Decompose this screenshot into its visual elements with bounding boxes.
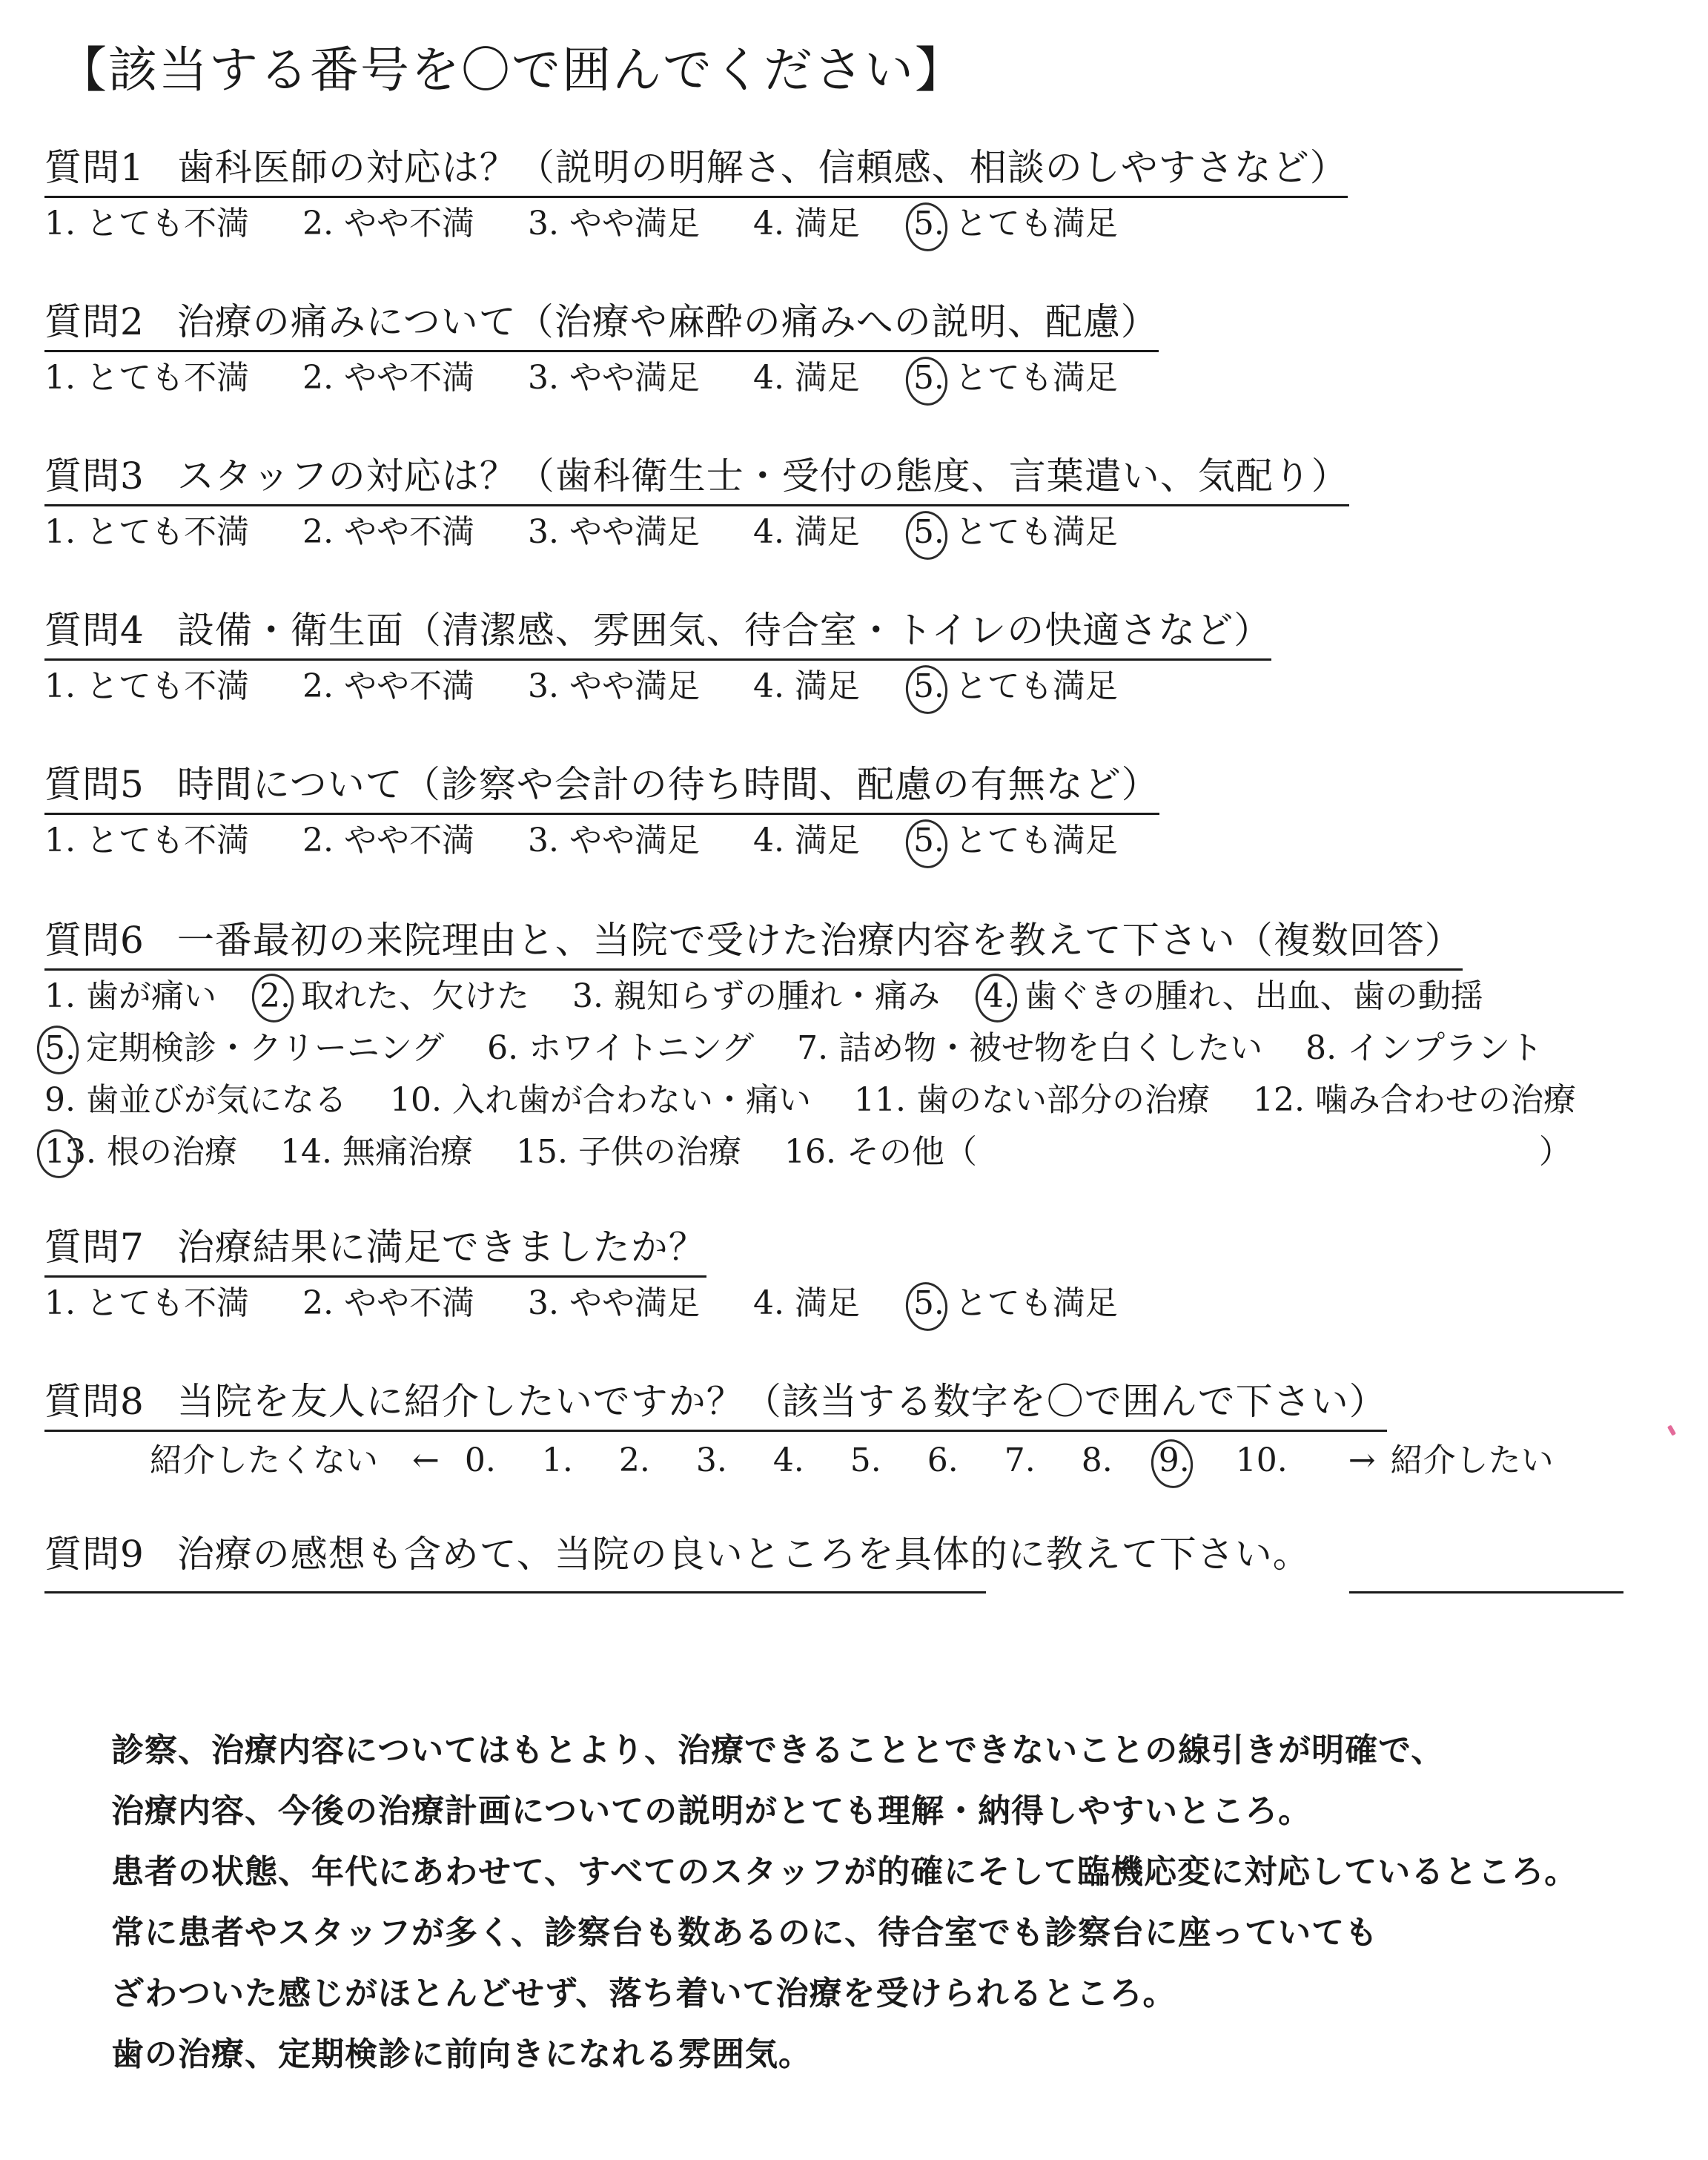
question-2-title	[44, 295, 1162, 352]
q6-option-2[interactable]: 2. 取れた、欠けた	[259, 971, 529, 1023]
q6-option-4[interactable]: 4. 歯ぐきの腫れ、出血、歯の動揺	[983, 971, 1483, 1023]
question-5-title	[44, 758, 1162, 815]
q8-left-label: 紹介したくない	[150, 1441, 378, 1479]
question-5-options	[44, 816, 1661, 865]
question-1-number: 質問1	[44, 146, 145, 189]
question-3-number: 質問3	[44, 455, 145, 498]
question-7-options	[44, 1279, 1661, 1328]
q8-value-5[interactable]: 5.	[850, 1441, 881, 1479]
question-3-options	[44, 508, 1661, 557]
answer-line: ざわついた感じがほとんどせず、落ち着いて治療を受けられるところ。	[111, 1975, 1176, 2012]
question-9-text: 治療の感想も含めて、当院の良いところを具体的に教えて下さい。	[176, 1533, 1311, 1576]
question-7-number: 質問7	[44, 1226, 145, 1269]
q6-option-12[interactable]: 12. 噛み合わせの治療	[1252, 1081, 1576, 1119]
q3-option-4[interactable]: 4. 満足	[752, 513, 860, 551]
q8-value-4[interactable]: 4.	[772, 1441, 804, 1479]
question-5	[44, 758, 1661, 865]
question-7-underline	[44, 1275, 706, 1278]
question-1-title	[44, 141, 1351, 198]
q6-option-11[interactable]: 11. 歯のない部分の治療	[853, 1081, 1210, 1119]
question-6-number: 質問6	[44, 919, 145, 962]
question-8-number: 質問8	[44, 1380, 145, 1423]
question-7	[44, 1221, 1661, 1328]
q6-option-14[interactable]: 14. 無痛治療	[279, 1133, 473, 1171]
q1-option-3[interactable]: 3. やや満足	[527, 205, 700, 242]
question-6-text: 一番最初の来院理由と、当院で受けた治療内容を教えて下さい（複数回答）	[176, 919, 1463, 962]
question-3-title	[44, 449, 1352, 506]
q3-option-3[interactable]: 3. やや満足	[527, 513, 700, 551]
q8-right-label: 紹介したい	[1390, 1441, 1554, 1479]
q6-row-2	[44, 1023, 1661, 1074]
question-4-text: 設備・衛生面（清潔感、雰囲気、待合室・トイレの快適さなど）	[176, 609, 1272, 652]
q1-option-2[interactable]: 2. やや不満	[302, 205, 474, 242]
question-1-options	[44, 199, 1661, 248]
question-8-underline	[44, 1430, 1387, 1432]
q8-value-7[interactable]: 7.	[1004, 1441, 1036, 1479]
page-heading: 【該当する番号を〇で囲んでください】	[58, 42, 965, 99]
q6-row-4	[44, 1126, 1661, 1178]
q6-row-3	[44, 1074, 1661, 1126]
q7-option-3[interactable]: 3. やや満足	[527, 1284, 700, 1322]
question-4-title	[44, 604, 1274, 661]
q7-option-1[interactable]: 1. とても不満	[44, 1284, 249, 1322]
right-arrow-icon: →	[1348, 1441, 1376, 1479]
q2-option-4[interactable]: 4. 満足	[752, 359, 860, 397]
q8-scale	[44, 1436, 1661, 1485]
question-3	[44, 449, 1661, 557]
q3-option-1[interactable]: 1. とても不満	[44, 513, 249, 551]
q5-option-3[interactable]: 3. やや満足	[527, 822, 700, 859]
question-1-underline	[44, 196, 1348, 198]
q4-option-3[interactable]: 3. やや満足	[527, 667, 700, 705]
question-2-options	[44, 354, 1661, 403]
question-8-text: 当院を友人に紹介したいですか？（該当する数字を〇で囲んで下さい）	[176, 1380, 1387, 1423]
q6-option-8[interactable]: 8. インプラント	[1305, 1029, 1543, 1067]
question-5-text: 時間について（診察や会計の待ち時間、配慮の有無など）	[176, 763, 1159, 806]
q7-option-5[interactable]: 5. とても満足	[913, 1279, 1118, 1328]
question-6	[44, 914, 1661, 1178]
q6-option-9[interactable]: 9. 歯並びが気になる	[44, 1081, 347, 1119]
question-4-options	[44, 662, 1661, 711]
q2-option-1[interactable]: 1. とても不満	[44, 359, 249, 397]
q6-option-13[interactable]: 13. 根の治療	[44, 1126, 237, 1178]
q8-value-0[interactable]: 0.	[464, 1441, 496, 1479]
question-9-title	[44, 1527, 1314, 1581]
question-3-underline	[44, 504, 1349, 506]
q6-option-3[interactable]: 3. 親知らずの腫れ・痛み	[572, 977, 940, 1015]
question-7-title	[44, 1221, 709, 1278]
q8-value-8[interactable]: 8.	[1081, 1441, 1113, 1479]
q6-other-close: ）	[1539, 1133, 1572, 1171]
answer-line: 歯の治療、定期検診に前向きになれる雰囲気。	[111, 2035, 812, 2073]
q1-option-4[interactable]: 4. 満足	[752, 205, 860, 242]
question-2	[44, 295, 1661, 403]
q1-option-1[interactable]: 1. とても不満	[44, 205, 249, 242]
q8-value-2[interactable]: 2.	[618, 1441, 650, 1479]
question-4-number: 質問4	[44, 609, 145, 652]
q7-option-4[interactable]: 4. 満足	[752, 1284, 860, 1322]
question-1-text: 歯科医師の対応は？（説明の明解さ、信頼感、相談のしやすさなど）	[176, 146, 1348, 189]
q6-row-1	[44, 971, 1661, 1023]
q8-value-10[interactable]: 10.	[1235, 1441, 1288, 1479]
question-9-underline	[44, 1591, 1661, 1599]
q5-option-2[interactable]: 2. やや不満	[302, 822, 474, 859]
q4-option-5[interactable]: 5. とても満足	[913, 662, 1118, 711]
question-8-title	[44, 1375, 1390, 1432]
q2-option-3[interactable]: 3. やや満足	[527, 359, 700, 397]
question-2-underline	[44, 350, 1159, 352]
q4-option-2[interactable]: 2. やや不満	[302, 667, 474, 705]
question-9-number: 質問9	[44, 1533, 145, 1576]
q6-option-6[interactable]: 6. ホワイトニング	[487, 1029, 755, 1067]
answer-line: 患者の状態、年代にあわせて、すべてのスタッフが的確にそして臨機応変に対応しているところ。	[111, 1853, 1578, 1891]
answer-line: 常に患者やスタッフが多く、診察台も数あるのに、待合室でも診察台に座っていても	[111, 1914, 1379, 1952]
question-8	[44, 1375, 1661, 1485]
q6-option-7[interactable]: 7. 詰め物・被せ物を白くしたい	[797, 1029, 1263, 1067]
q3-option-5[interactable]: 5. とても満足	[913, 508, 1118, 557]
q1-option-5[interactable]: 5. とても満足	[913, 199, 1118, 248]
question-9	[44, 1527, 1661, 1599]
q9-answer	[111, 1720, 1578, 2085]
q8-value-9[interactable]: 9.	[1159, 1436, 1190, 1485]
question-5-number: 質問5	[44, 763, 145, 806]
question-4	[44, 604, 1661, 711]
q2-option-5[interactable]: 5. とても満足	[913, 354, 1118, 403]
answer-line: 診察、治療内容についてはもとより、治療できることとできないことの線引きが明確で、	[111, 1731, 1445, 1769]
q6-option-10[interactable]: 10. 入れ歯が合わない・痛い	[389, 1081, 811, 1119]
q6-option-16[interactable]: 16. その他（	[784, 1133, 977, 1171]
q3-option-2[interactable]: 2. やや不満	[302, 513, 474, 551]
q8-value-1[interactable]: 1.	[541, 1441, 573, 1479]
question-2-text: 治療の痛みについて（治療や麻酔の痛みへの説明、配慮）	[176, 300, 1159, 343]
q6-option-5[interactable]: 5. 定期検診・クリーニング	[44, 1023, 444, 1074]
q5-option-5[interactable]: 5. とても満足	[913, 816, 1118, 865]
question-7-text: 治療結果に満足できましたか？	[176, 1226, 706, 1269]
question-3-text: スタッフの対応は？（歯科衛生士・受付の態度、言葉遣い、気配り）	[176, 455, 1349, 498]
q2-option-2[interactable]: 2. やや不満	[302, 359, 474, 397]
answer-line: 治療内容、今後の治療計画についての説明がとても理解・納得しやすいところ。	[111, 1792, 1312, 1830]
q4-option-1[interactable]: 1. とても不満	[44, 667, 249, 705]
q8-value-6[interactable]: 6.	[927, 1441, 959, 1479]
q5-option-1[interactable]: 1. とても不満	[44, 822, 249, 859]
q6-option-15[interactable]: 15. 子供の治療	[515, 1133, 741, 1171]
left-arrow-icon: ←	[412, 1441, 440, 1479]
q6-option-1[interactable]: 1. 歯が痛い	[44, 977, 216, 1015]
q4-option-4[interactable]: 4. 満足	[752, 667, 860, 705]
question-2-number: 質問2	[44, 300, 145, 343]
q5-option-4[interactable]: 4. 満足	[752, 822, 860, 859]
q8-value-3[interactable]: 3.	[695, 1441, 727, 1479]
question-5-underline	[44, 813, 1159, 815]
q7-option-2[interactable]: 2. やや不満	[302, 1284, 474, 1322]
question-1	[44, 141, 1661, 248]
question-6-title	[44, 914, 1466, 971]
question-4-underline	[44, 658, 1271, 661]
ink-speck	[1667, 1424, 1676, 1436]
